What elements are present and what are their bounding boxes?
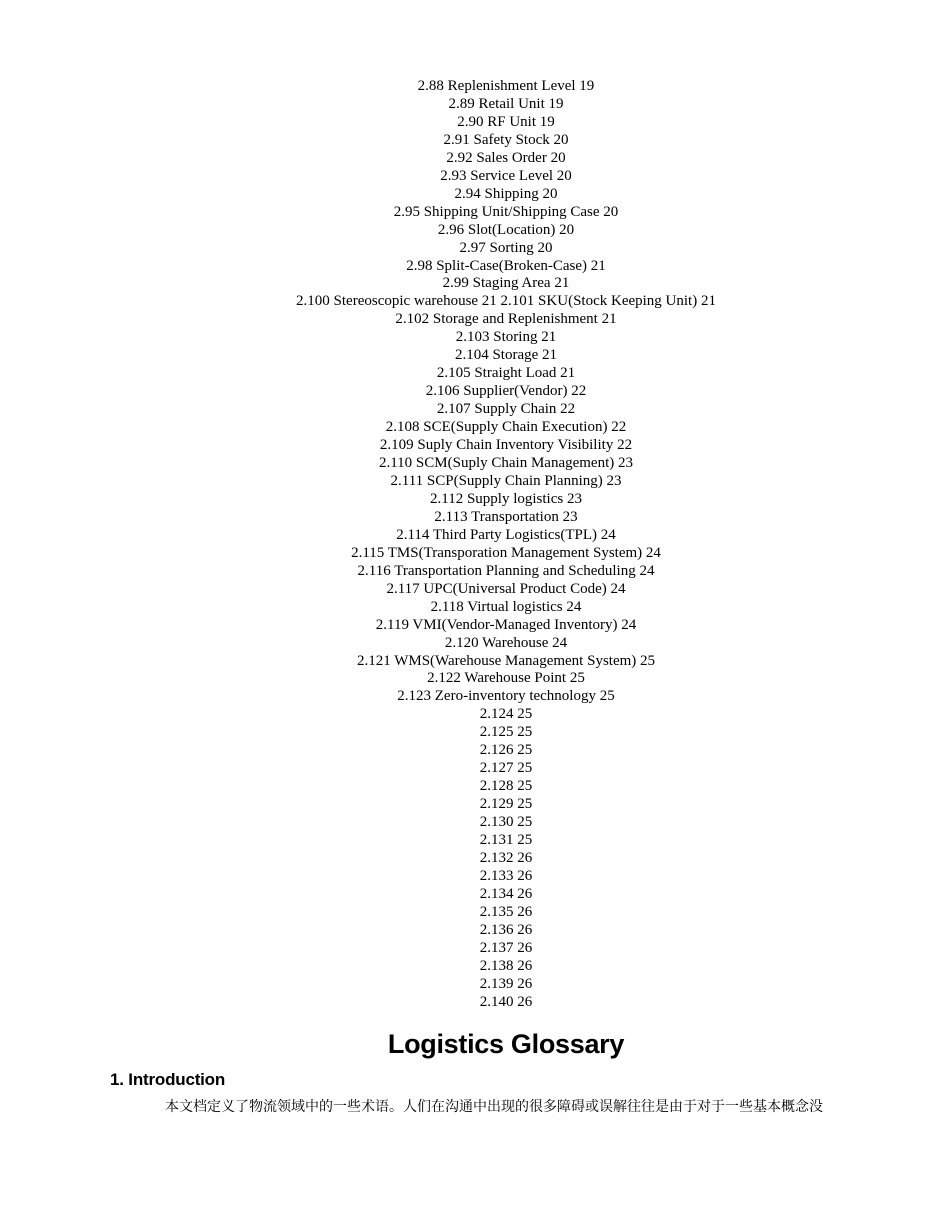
toc-entry[interactable]: 2.135 26	[479, 903, 533, 920]
toc-entry[interactable]: 2.96 Slot(Location) 20	[437, 221, 575, 238]
toc-entry[interactable]: 2.126 25	[479, 742, 533, 759]
toc-entry[interactable]: 2.112 Supply logistics 23	[430, 490, 582, 507]
toc-entry[interactable]: 2.109 Suply Chain Inventory Visibility 22	[379, 437, 633, 454]
toc-entry[interactable]: 2.129 25	[479, 796, 533, 813]
toc-entry[interactable]: 2.90 RF Unit 19	[457, 113, 555, 130]
toc-entry[interactable]: 2.121 WMS(Warehouse Management System) 25	[356, 652, 656, 669]
toc-entry[interactable]: 2.125 25	[479, 724, 533, 741]
toc-entry[interactable]: 2.115 TMS(Transporation Management System) 24	[351, 544, 661, 561]
toc-entry[interactable]: 2.91 Safety Stock 20	[443, 131, 569, 148]
toc-entry[interactable]: 2.134 26	[479, 885, 533, 902]
toc-entry[interactable]: 2.110 SCM(Suply Chain Management) 23	[378, 455, 633, 472]
toc-entry[interactable]: 2.124 25	[479, 706, 533, 723]
toc-entry[interactable]: 2.92 Sales Order 20	[446, 149, 566, 166]
toc-entry[interactable]: 2.94 Shipping 20	[454, 185, 558, 202]
toc-entry[interactable]: 2.88 Replenishment Level 19	[417, 78, 595, 94]
toc-entry[interactable]: 2.100 Stereoscopic warehouse 21 2.101 SKU(Stock Keeping Unit) 21	[296, 293, 716, 310]
toc-entry[interactable]: 2.122 Warehouse Point 25	[427, 670, 585, 687]
toc-entry[interactable]: 2.102 Storage and Replenishment 21	[395, 311, 617, 328]
toc-entry[interactable]: 2.116 Transportation Planning and Scheduling 24	[357, 562, 655, 579]
toc-entry[interactable]: 2.95 Shipping Unit/Shipping Case 20	[393, 203, 619, 220]
toc-entry[interactable]: 2.111 SCP(Supply Chain Planning) 23	[390, 472, 622, 489]
toc-entry[interactable]: 2.98 Split-Case(Broken-Case) 21	[406, 257, 606, 274]
toc-entry[interactable]: 2.132 26	[479, 849, 533, 866]
toc-entry[interactable]: 2.127 25	[479, 760, 533, 777]
toc-entry[interactable]: 2.139 26	[479, 975, 533, 992]
toc-entry[interactable]: 2.105 Straight Load 21	[436, 365, 576, 382]
toc-entry[interactable]: 2.137 26	[479, 939, 533, 956]
table-of-contents	[0, 78, 950, 1012]
toc-entry[interactable]: 2.131 25	[479, 832, 533, 849]
document-title: Logistics Glossary	[387, 1029, 625, 1059]
toc-entry[interactable]: 2.106 Supplier(Vendor) 22	[425, 383, 587, 400]
toc-entry[interactable]: 2.133 26	[479, 867, 533, 884]
toc-entry[interactable]: 2.120 Warehouse 24	[444, 634, 568, 651]
toc-entry[interactable]: 2.89 Retail Unit 19	[448, 95, 564, 112]
toc-entry[interactable]: 2.118 Virtual logistics 24	[430, 598, 582, 615]
toc-entry[interactable]: 2.140 26	[479, 993, 533, 1010]
toc-entry[interactable]: 2.108 SCE(Supply Chain Execution) 22	[385, 419, 627, 436]
toc-entry[interactable]: 2.97 Sorting 20	[459, 239, 553, 256]
section-heading-introduction: 1. Introduction	[110, 1070, 226, 1089]
toc-entry[interactable]: 2.117 UPC(Universal Product Code) 24	[386, 580, 626, 597]
toc-entry[interactable]: 2.123 Zero-inventory technology 25	[397, 688, 615, 705]
toc-entry[interactable]: 2.103 Storing 21	[455, 329, 557, 346]
toc-entry[interactable]: 2.128 25	[479, 778, 533, 795]
toc-entry[interactable]: 2.99 Staging Area 21	[442, 275, 570, 292]
toc-entry[interactable]: 2.130 25	[479, 814, 533, 831]
toc-entry[interactable]: 2.136 26	[479, 921, 533, 938]
toc-entry[interactable]: 2.93 Service Level 20	[440, 167, 572, 184]
toc-entry[interactable]: 2.119 VMI(Vendor-Managed Inventory) 24	[375, 616, 637, 633]
toc-entry[interactable]: 2.113 Transportation 23	[434, 508, 578, 525]
toc-entry[interactable]: 2.104 Storage 21	[454, 347, 558, 364]
toc-entry[interactable]: 2.138 26	[479, 957, 533, 974]
introduction-paragraph: 本文档定义了物流领域中的一些术语。人们在沟通中出现的很多障碍或误解往往是由于对于一些基本概念没	[165, 1099, 823, 1115]
toc-entry[interactable]: 2.107 Supply Chain 22	[436, 401, 576, 418]
toc-entry[interactable]: 2.114 Third Party Logistics(TPL) 24	[396, 526, 616, 543]
